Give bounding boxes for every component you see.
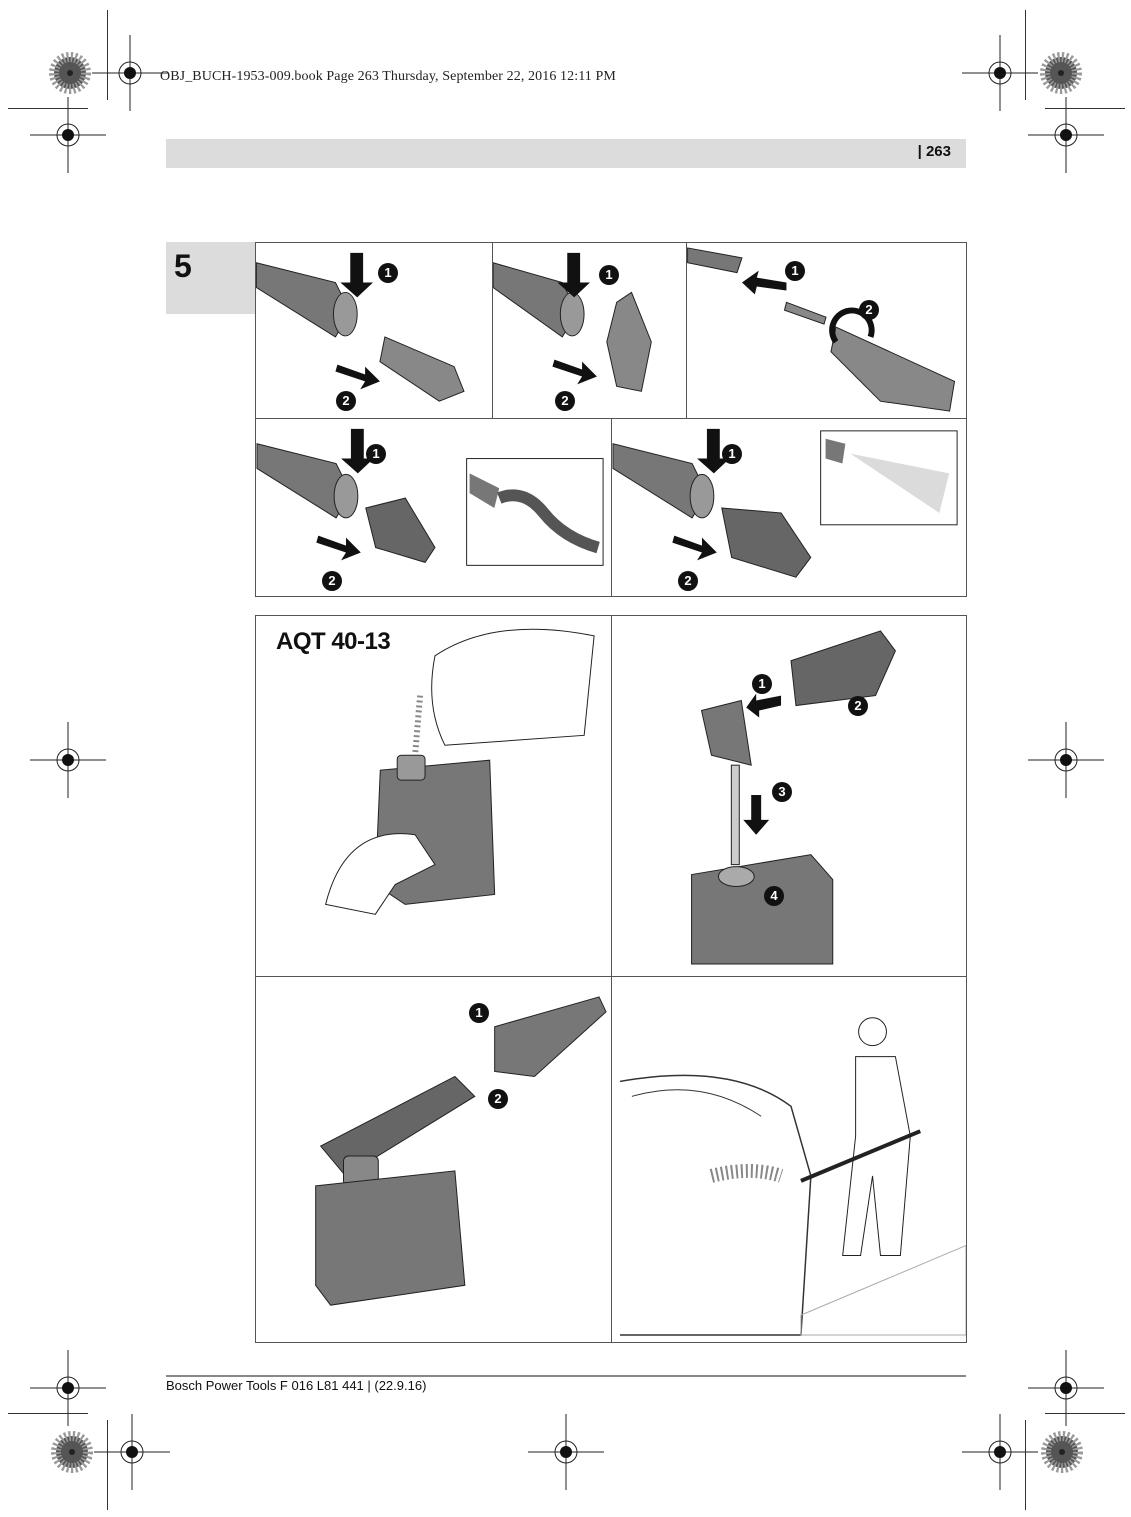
step-marker: 2 [488, 1089, 508, 1109]
step-marker: 2 [848, 696, 868, 716]
step-marker: 2 [336, 391, 356, 411]
footer-rule [166, 1375, 966, 1377]
footer-text: Bosch Power Tools F 016 L81 441 | (22.9.16) [166, 1378, 427, 1393]
step-marker: 1 [785, 261, 805, 281]
step-marker: 2 [322, 571, 342, 591]
step-marker: 4 [764, 886, 784, 906]
figure-brush [686, 242, 967, 419]
figure-attach-detergent-tank [255, 976, 612, 1343]
print-info: OBJ_BUCH-1953-009.book Page 263 Thursday, September 22, 2016 12:11 PM [160, 69, 616, 84]
figure-nozzle-jet [255, 418, 612, 597]
step-marker: 1 [378, 263, 398, 283]
figure-fill-detergent [255, 615, 612, 977]
figure-nozzle-fan [255, 242, 493, 419]
step-marker: 1 [366, 444, 386, 464]
step-marker: 1 [599, 265, 619, 285]
figure-nozzle-spray [611, 418, 967, 597]
step-marker: 2 [678, 571, 698, 591]
step-marker: 2 [859, 300, 879, 320]
figure-washing-car [611, 976, 967, 1343]
step-marker: 1 [752, 674, 772, 694]
step-marker: 1 [722, 444, 742, 464]
page-number: | 263 [917, 143, 951, 160]
figure-nozzle-rotary [492, 242, 687, 419]
section-number: 5 [174, 248, 192, 284]
step-marker: 2 [555, 391, 575, 411]
step-marker: 1 [469, 1003, 489, 1023]
figure-assemble-detergent-tank [611, 615, 967, 977]
step-marker: 3 [772, 782, 792, 802]
model-label: AQT 40-13 [276, 628, 391, 655]
header-bar [166, 139, 966, 168]
